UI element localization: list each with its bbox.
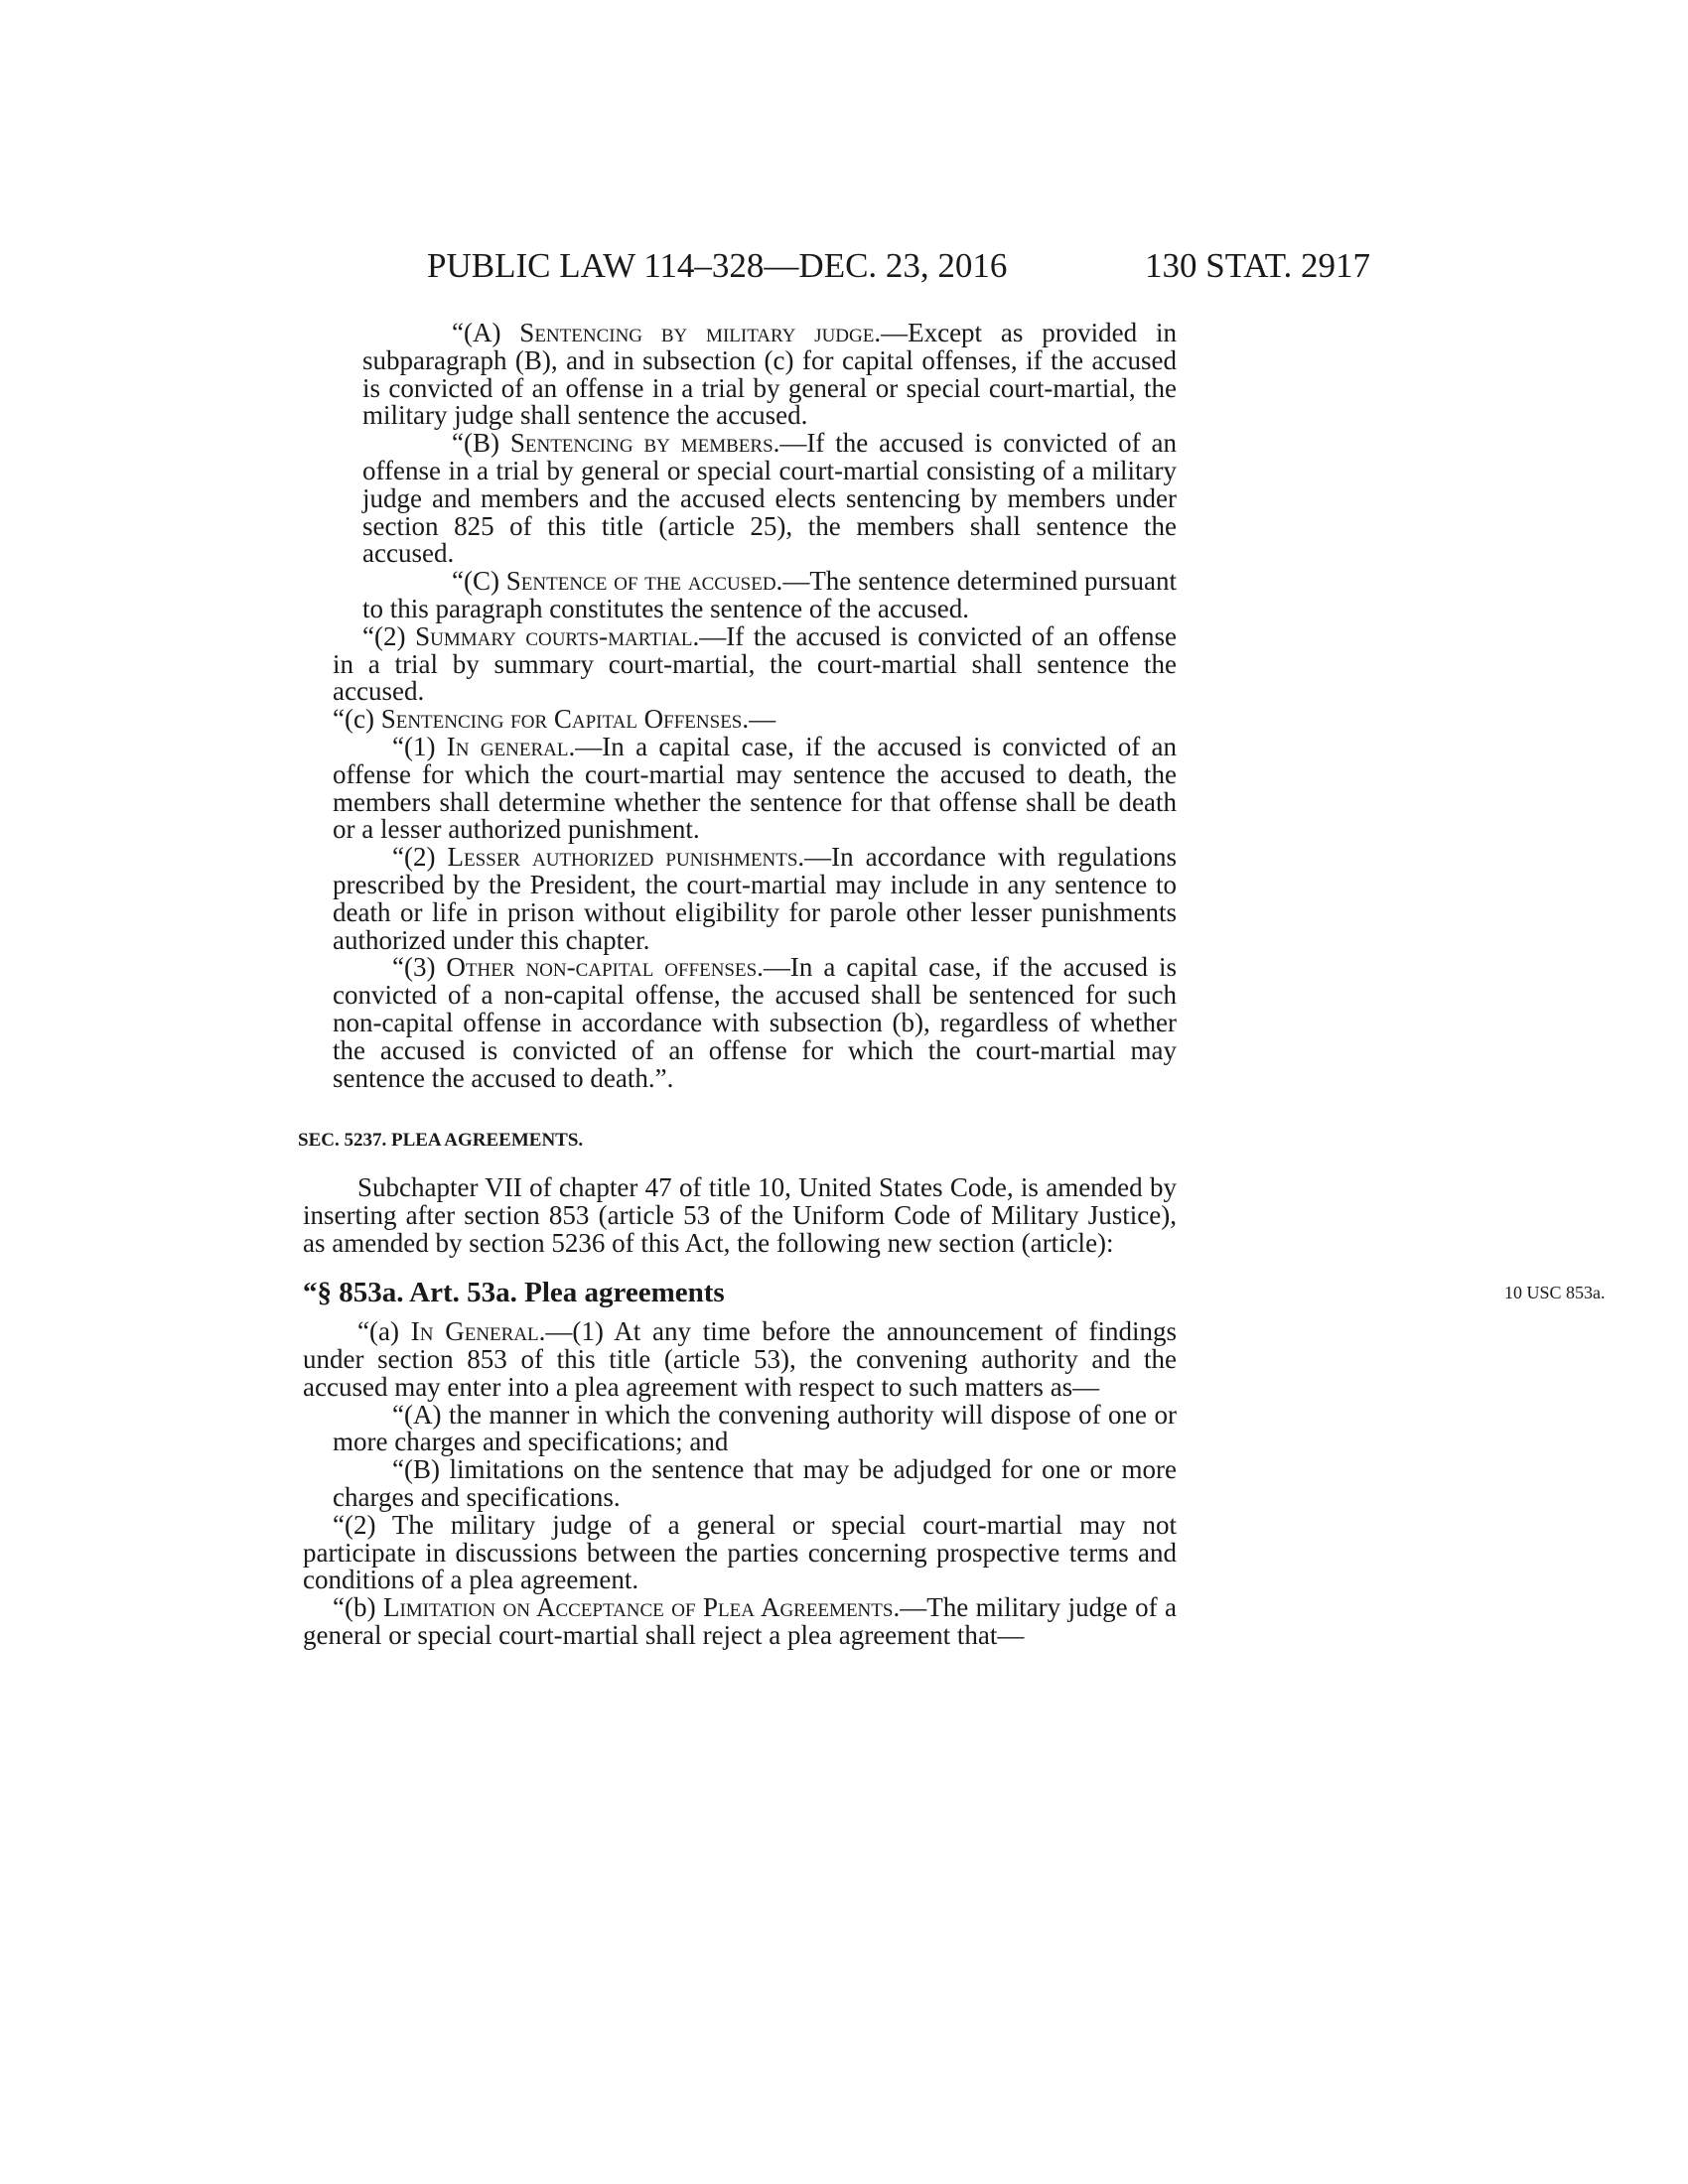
paragraph-text: —If the accused is convicted of an offense in a trial by summary court-martial, the court-martial shall sentence the accused. (333, 620, 1177, 707)
subsection-a-in-general (303, 1318, 1177, 1401)
paragraph-lead: “(c) (333, 704, 381, 735)
clause-b-sentence-limitations: “(B) limitations on the sentence that may be adjudged for one or more charges and specifications. (333, 1454, 1177, 1513)
page-header (427, 246, 1370, 290)
section-title (303, 1276, 1606, 1308)
paragraph-text: — (749, 704, 776, 735)
margin-note: 10 USC 853a. (1504, 1282, 1606, 1302)
paragraph-1-in-general (303, 731, 1178, 845)
paragraph-2-military-judge-participation: “(2) The military judge of a general or special court-martial may not participate in discussions between the parties concerning prospective terms and conditions of a plea agreement. (303, 1509, 1177, 1595)
document-body (298, 318, 1606, 1651)
paragraph-lead: “(b) (333, 1592, 383, 1623)
paragraph-lead: “(1) (392, 731, 447, 761)
section-title-text: “§ 853a. Art. 53a. Plea agreements (303, 1276, 725, 1308)
paragraph-lead: “(2) (392, 842, 448, 873)
paragraph-lead: “(2) (362, 620, 416, 651)
paragraph-text: —(1) At any time before the announcement of findings under section 853 of this title (article 53), the convening authority and the accused may enter into a plea agreement with respect to such matters as— (303, 1316, 1177, 1402)
paragraph-heading: Limitation on Acceptance of Plea Agreements. (382, 1592, 901, 1623)
paragraph-lead: “(A) (452, 318, 520, 347)
clause-a-manner-of-disposal: “(A) the manner in which the convening authority will dispose of one or more charges and specifications; and (333, 1399, 1177, 1457)
public-law-citation: PUBLIC LAW 114–328—DEC. 23, 2016 (427, 246, 1008, 285)
paragraph-2-lesser-punishments (303, 844, 1177, 954)
statute-page-number: 130 STAT. 2917 (1145, 246, 1370, 285)
paragraph-heading: Summary courts-martial. (415, 620, 700, 651)
paragraph-a-sentencing-by-military-judge (303, 320, 1177, 430)
paragraph-c-sentence-of-accused (303, 568, 1177, 623)
paragraph-3-non-capital-offenses (303, 954, 1177, 1092)
paragraph-heading: In General. (410, 1316, 546, 1347)
paragraph-lead: “(B) (452, 428, 510, 459)
paragraph-lead: “(a) (357, 1316, 411, 1347)
paragraph-text: —If the accused is convicted of an offense in a trial by general or special court-martial consisting of a military judge and members and the accused elects sentencing by members under section 825 of this title (article 25), the members shall sentence the accused. (362, 428, 1177, 569)
paragraph-b-sentencing-by-members (303, 430, 1177, 568)
paragraph-heading: Sentencing by members. (509, 428, 780, 459)
paragraph-text: —The military judge of a general or special court-martial shall reject a plea agreement that— (303, 1592, 1178, 1651)
paragraph-text: —In accordance with regulations prescribed by the President, the court-martial may include in any sentence to death or life in prison without eligibility for parole other lesser punishments authorized under this chapter. (333, 842, 1178, 955)
paragraph-text: —In a capital case, if the accused is convicted of a non-capital offense, the accused shall be sentenced for such non-capital offense in accordance with subsection (b), regardless of whether the accused is convicted of an offense for which the court-martial may sentence the accused to death.”. (333, 952, 1177, 1093)
paragraph-heading: Sentence of the accused. (505, 566, 783, 597)
paragraph-text: —Except as provided in subparagraph (B), and in subsection (c) for capital offenses, if the accused is convicted of an offense in a trial by general or special court-martial, the military judge shall sentence the accused. (362, 318, 1177, 431)
paragraph-heading: Lesser authorized punishments. (447, 842, 805, 873)
subsection-c-capital-offenses (303, 706, 1177, 734)
paragraph-lead: “(C) (452, 566, 506, 597)
paragraph-2-summary-courts-martial (303, 620, 1177, 707)
paragraph-heading: Sentencing for Capital Offenses. (380, 704, 750, 735)
paragraph-lead: “(3) (392, 952, 447, 983)
paragraph-heading: Other non-capital offenses. (446, 952, 764, 983)
paragraph-heading: In general. (446, 731, 576, 761)
paragraph-text: —The sentence determined pursuant to this paragraph constitutes the sentence of the accused. (362, 566, 1177, 623)
paragraph-heading: Sentencing by military judge. (519, 318, 882, 347)
subsection-b-limitation-on-acceptance (303, 1594, 1177, 1650)
paragraph-text: —In a capital case, if the accused is convicted of an offense for which the court-martial may sentence the accused to death, the members shall determine whether the sentence for that offense shall be death or a lesser authorized punishment. (333, 731, 1178, 845)
section-heading: SEC. 5237. PLEA AGREEMENTS. (298, 1130, 584, 1152)
section-intro: Subchapter VII of chapter 47 of title 10, United States Code, is amended by inserting after section 853 (article 53 of the Uniform Code of Military Justice), as amended by section 5236 of this Act, the following new section (article): (303, 1172, 1177, 1258)
